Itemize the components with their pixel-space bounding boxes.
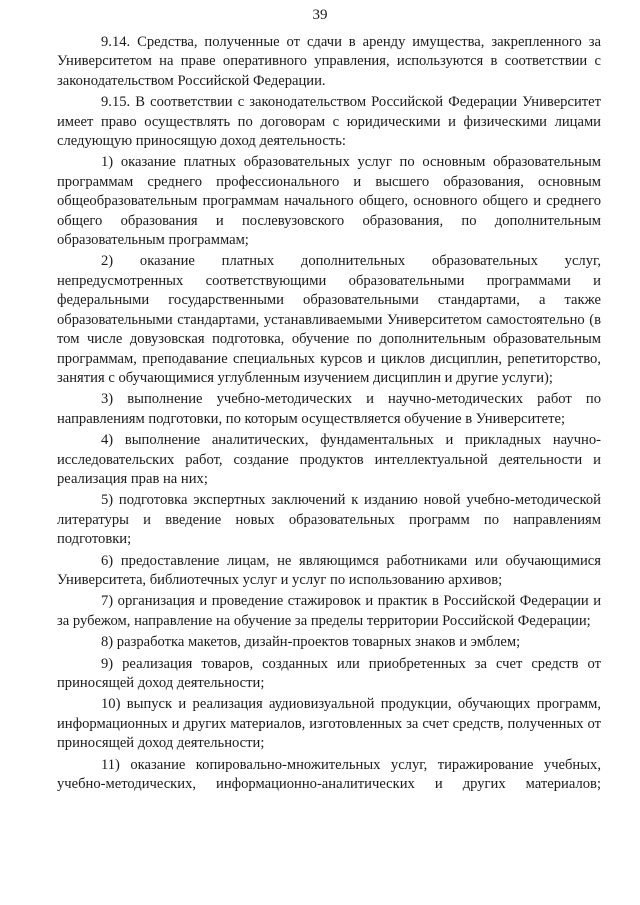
list-item-4: 4) выполнение аналитических, фундаментальных и прикладных научно-исследовательских работ, создание продуктов интеллектуальной деятельности и реализация прав на них; [57,432,601,487]
list-item-8: 8) разработка макетов, дизайн-проектов товарных знаков и эмблем; [101,634,521,651]
page-number: 39 [312,7,328,23]
list-item-3: 3) выполнение учебно-методических и научно-методических работ по направлениям подготовки, по которым осуществляется обучение в Университете; [57,391,601,427]
paragraph-9-15: 9.15. В соответствии с законодательством Российской Федерации Университет имеет право осуществлять по договорам с юридическими и физическими лицами следующую приносящую доход деятельность: [57,94,601,150]
list-item-10: 10) выпуск и реализация аудиовизуальной продукции, обучающих программ, информационных и других материалов, изготовленных за счет средств, полученных от приносящей доход деятельности; [57,696,601,752]
list-item-5: 5) подготовка экспертных заключений к изданию новой учебно-методической литературы и введение новых образовательных программ по направлениям подготовки; [57,492,601,548]
list-item-11: 11) оказание копировально-множительных услуг, тиражирование учебных, учебно-методических, информационно-аналитических и других материалов; [57,756,601,793]
document-body [57,33,601,796]
paragraph-9-14: 9.14. Средства, полученные от сдачи в аренду имущества, закрепленного за Университетом на праве оперативного управления, используются в соответствии с законодательством Российской Федерации. [57,34,601,89]
list-item-1: 1) оказание платных образовательных услуг по основным образовательным программам среднего профессионального и высшего образования, основным общеобразовательным программам начального общего, основного общего и среднего общего образования и послевузовского образования, по дополнительным образовательным программам; [57,154,601,249]
list-item-9: 9) реализация товаров, созданных или приобретенных за счет средств от приносящей доход деятельности; [57,655,601,691]
list-item-7: 7) организация и проведение стажировок и практик в Российской Федерации и за рубежом, направление на обучение за пределы территории Российской Федерации; [57,593,601,629]
list-item-2: 2) оказание платных дополнительных образовательных услуг, непредусмотренных соответствующими образовательными программами и федеральными государственными образовательными стандартами, а также образовательными стандартами, устанавливаемыми Университетом самостоятельно (в том числе довузовская подготовка, обучение по дополнительным образовательным программам, преподавание специальных курсов и циклов дисциплин, репетиторство, занятия с обучающимися углубленным изучением дисциплин и другие услуги); [57,253,601,386]
list-item-6: 6) предоставление лицам, не являющимся работниками или обучающимися Университета, библиотечных услуг и услуг по использованию архивов; [57,552,601,588]
